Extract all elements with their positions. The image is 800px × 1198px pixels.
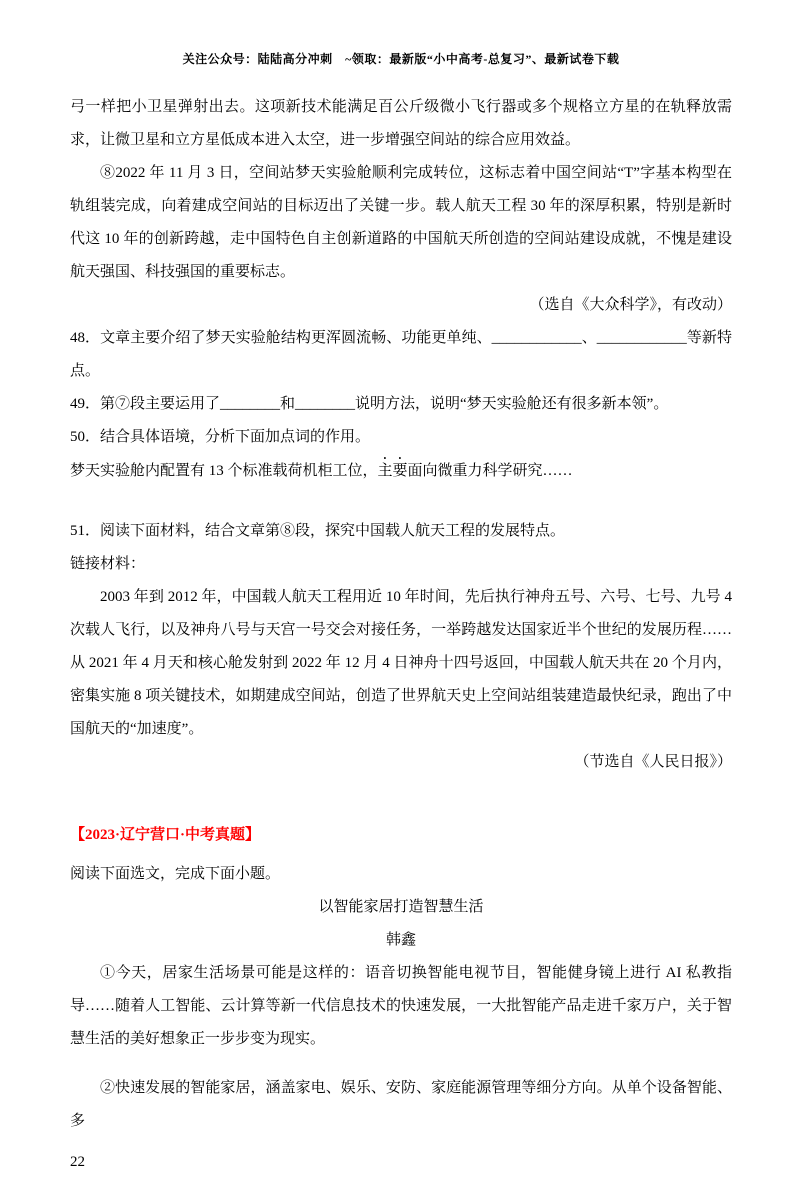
quote-emphasized-word: 主要	[377, 463, 408, 479]
question-51: 51．阅读下面材料，结合文章第⑧段，探究中国载人航天工程的发展特点。	[70, 523, 566, 539]
question-50: 50．结合具体语境，分析下面加点词的作用。	[70, 429, 371, 445]
paragraph-8: ⑧2022 年 11 月 3 日，空间站梦天实验舱顺利完成转位，这标志着中国空间站“T”字基本构型在轨组装完成，向着建成空间站的目标迈出了关键一步。载人航天工程 30 年的深厚积累，特别是新时代这 10 年的创新跨越，走中国特色自主创新道路的中国航天所创造的空间站建设成就，不愧是建设航天强国、科技强国的重要标志。	[70, 165, 732, 280]
source-attribution-2: （节选自《人民日报》）	[574, 754, 732, 770]
article-author: 韩鑫	[385, 932, 416, 948]
exam-source-tag: 【2023·辽宁营口·中考真题】	[70, 827, 261, 843]
link-material-label: 链接材料：	[70, 556, 146, 572]
reading-instruction: 阅读下面选文，完成下面小题。	[70, 866, 281, 882]
question-48: 48．文章主要介绍了梦天实验舱结构更浑圆流畅、功能更单纯、____________、____________等新特点。	[70, 330, 732, 379]
question-49: 49．第⑦段主要运用了________和________说明方法，说明“梦天实验舱还有很多新本领”。	[70, 396, 669, 412]
document-content	[70, 91, 732, 1138]
source-attribution-1: （选自《大众科学》，有改动）	[529, 297, 732, 313]
quote-post: 面向微重力科学研究……	[407, 463, 573, 479]
article2-paragraph-1: ①今天，居家生活场景可能是这样的：语音切换智能电视节目，智能健身镜上进行 AI 私教指导……随着人工智能、云计算等新一代信息技术的快速发展，一大批智能产品走进千家万户，关于智慧生活的美好想象正一步步变为现实。	[70, 965, 732, 1047]
article2-paragraph-2: ②快速发展的智能家居，涵盖家电、娱乐、安防、家庭能源管理等细分方向。从单个设备智能、多	[70, 1080, 732, 1129]
article-title: 以智能家居打造智慧生活	[318, 899, 484, 915]
paragraph-continuation: 弓一样把小卫星弹射出去。这项新技术能满足百公斤级微小飞行器或多个规格立方星的在轨释放需求，让微卫星和立方星低成本进入太空，进一步增强空间站的综合应用效益。	[70, 99, 732, 148]
quote-pre: 梦天实验舱内配置有 13 个标准载荷机柜工位，	[70, 463, 378, 479]
page-header: 关注公众号：陆陆高分冲刺 ~领取：最新版“小中高考-总复习”、最新试卷下载	[182, 52, 620, 66]
link-material-text: 2003 年到 2012 年，中国载人航天工程用近 10 年时间，先后执行神舟五号、六号、七号、九号 4 次载人飞行，以及神舟八号与天宫一号交会对接任务，一举跨越发达国家近半个世纪的发展历程……从 2021 年 4 月天和核心舱发射到 2022 年 12 月 4 日神舟十四号返回，中国载人航天共在 20 个月内，密集实施 8 项关键技术，如期建成空间站，创造了世界航天史上空间站组装建造最快纪录，跑出了中国航天的“加速度”。	[70, 589, 732, 737]
question-50-quote	[70, 454, 732, 488]
page-number: 22	[70, 1154, 85, 1170]
